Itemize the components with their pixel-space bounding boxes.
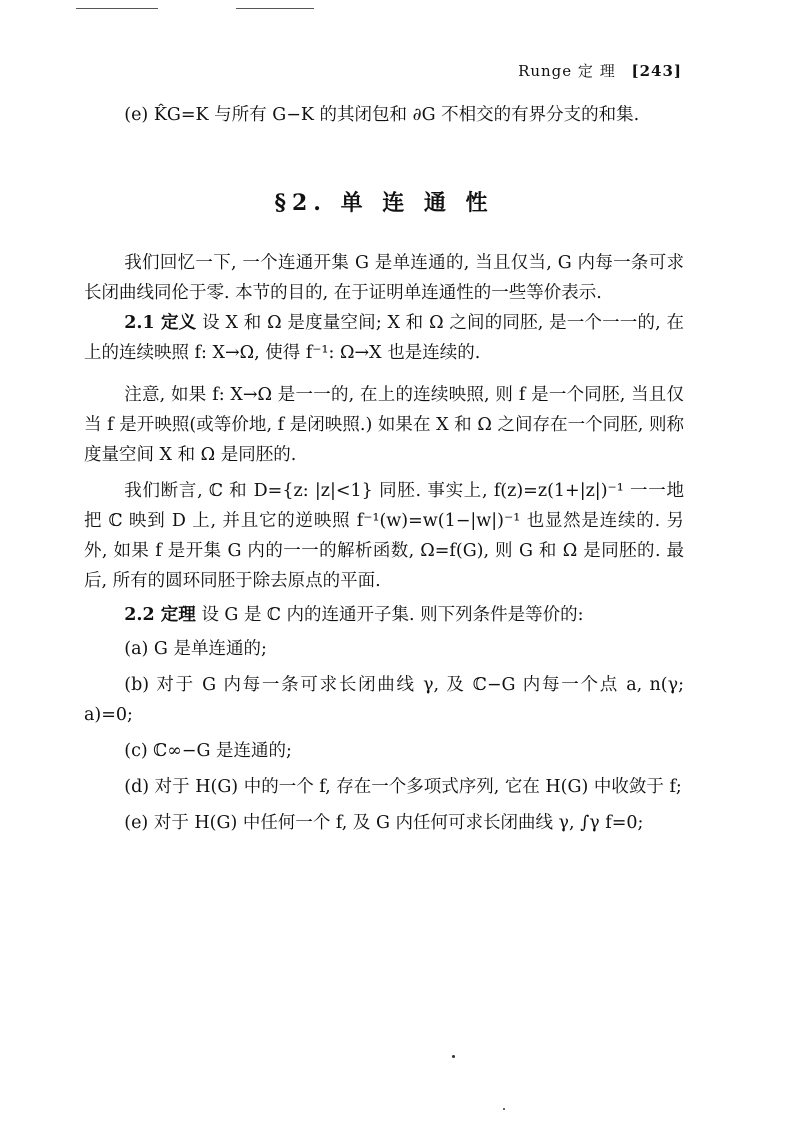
page-number: [243] xyxy=(631,62,682,80)
item-e xyxy=(84,808,684,838)
definition-text: 设 X 和 Ω 是度量空间; X 和 Ω 之间的同胚, 是一个一一的, 在上的连续映照 f: X→Ω, 使得 f⁻¹: Ω→X 也是连续的. xyxy=(84,313,684,363)
item-a xyxy=(84,634,684,664)
claim-text: 我们断言, ℂ 和 D={z: |z|<1} 同胚. 事实上, f(z)=z(1+|z|)⁻¹ 一一地把 ℂ 映到 D 上, 并且它的逆映照 f⁻¹(w)=w(1−|w|)⁻¹ 也显然是连续的. 另外, 如果 f 是开集 G 内的一一的解析函数, Ω=f(G), 则 G 和 Ω 是同胚的. 最后, 所有的圆环同胚于除去原点的平面. xyxy=(84,481,684,591)
definition-2-1 xyxy=(84,308,684,368)
speck-mark xyxy=(503,1108,505,1110)
note-text: 注意, 如果 f: X→Ω 是一一的, 在上的连续映照, 则 f 是一个同胚, 当且仅当 f 是开映照(或等价地, f 是闭映照.) 如果在 X 和 Ω 之间存在一个同胚, 则称度量空间 X 和 Ω 是同胚的. xyxy=(84,385,684,465)
theorem-text: 设 G 是 ℂ 内的连通开子集. 则下列条件是等价的: xyxy=(195,605,584,625)
item-c-text: (c) ℂ∞−G 是连通的; xyxy=(124,741,292,761)
item-d-text: (d) 对于 H(G) 中的一个 f, 存在一个多项式序列, 它在 H(G) 中收敛于 f; xyxy=(124,777,682,797)
speck-mark xyxy=(452,1055,455,1058)
definition-lead: 2.1 定义 xyxy=(124,313,197,333)
theorem-lead: 2.2 定理 xyxy=(124,605,196,625)
section-title: §2. 单 连 通 性 xyxy=(274,190,494,216)
page-body xyxy=(84,100,684,838)
item-d xyxy=(84,772,684,802)
claim-paragraph xyxy=(84,476,684,596)
intro-paragraph xyxy=(84,248,684,308)
item-e-top xyxy=(84,100,684,130)
intro-text: 我们回忆一下, 一个连通开集 G 是单连通的, 当且仅当, G 内每一条可求长闭曲线同伦于零. 本节的目的, 在于证明单连通性的一些等价表示. xyxy=(84,253,684,303)
item-e-top-text: (e) K̂G=K 与所有 G−K 的其闭包和 ∂G 不相交的有界分支的和集. xyxy=(124,105,640,125)
note-paragraph xyxy=(84,380,684,470)
item-b-text: (b) 对于 G 内每一条可求长闭曲线 γ, 及 ℂ−G 内每一个点 a, n(γ; a)=0; xyxy=(84,675,684,725)
item-b xyxy=(84,670,684,730)
item-e-text: (e) 对于 H(G) 中任何一个 f, 及 G 内任何可求长闭曲线 γ, ∫γ f=0; xyxy=(124,813,644,833)
top-rule-right xyxy=(236,8,314,9)
item-a-text: (a) G 是单连通的; xyxy=(124,639,267,659)
running-title: Runge 定 理 xyxy=(518,62,616,80)
top-rule-left xyxy=(76,8,158,9)
item-c xyxy=(84,736,684,766)
theorem-2-2 xyxy=(84,600,684,630)
running-header xyxy=(518,60,682,81)
